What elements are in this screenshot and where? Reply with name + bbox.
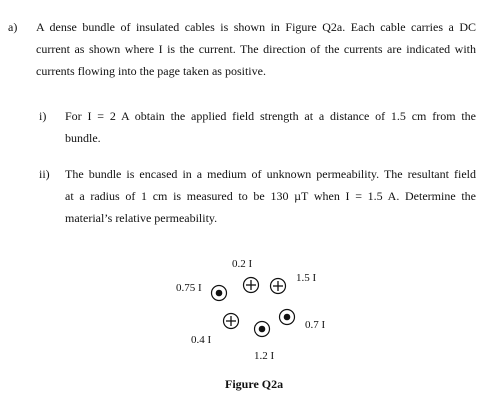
part-ii-label: ii) <box>39 167 50 181</box>
cable-label-0-2i: 0.2 I <box>232 258 253 270</box>
cable-label-0-4i: 0.4 I <box>191 334 212 346</box>
question-line-3: currents flowing into the page taken as positive. <box>36 64 266 78</box>
cable-label-0-7i: 0.7 I <box>305 319 326 331</box>
part-i-line-2: bundle. <box>65 131 101 145</box>
cable-0-2i-plus-icon <box>244 278 259 293</box>
cable-label-1-5i: 1.5 I <box>296 272 317 284</box>
part-ii-line-3: material’s relative permeability. <box>65 211 218 225</box>
cable-1-5i-plus-icon <box>271 279 286 294</box>
cable-label-0-75i: 0.75 I <box>176 282 202 294</box>
part-i-label: i) <box>39 109 47 123</box>
cable-0-75i-dot-icon <box>212 286 227 301</box>
cable-1-2i-dot-icon <box>255 322 270 337</box>
part-ii-line-2: at a radius of 1 cm is measured to be 130 µT when I = 1.5 A. Determine the <box>65 189 476 203</box>
part-i-line-1: For I = 2 A obtain the applied field strength at a distance of 1.5 cm from the <box>65 109 476 123</box>
question-line-1: A dense bundle of insulated cables is shown in Figure Q2a. Each cable carries a DC <box>36 20 476 34</box>
part-ii-line-1: The bundle is encased in a medium of unknown permeability. The resultant field <box>65 167 476 181</box>
cable-0-4i-plus-icon <box>224 314 239 329</box>
cable-label-1-2i: 1.2 I <box>254 350 275 362</box>
question-label: a) <box>8 20 18 34</box>
cable-0-7i-dot-icon <box>280 310 295 325</box>
figure-caption: Figure Q2a <box>225 377 284 391</box>
question-line-2: current as shown where I is the current. The direction of the currents are indicated with <box>36 42 476 56</box>
